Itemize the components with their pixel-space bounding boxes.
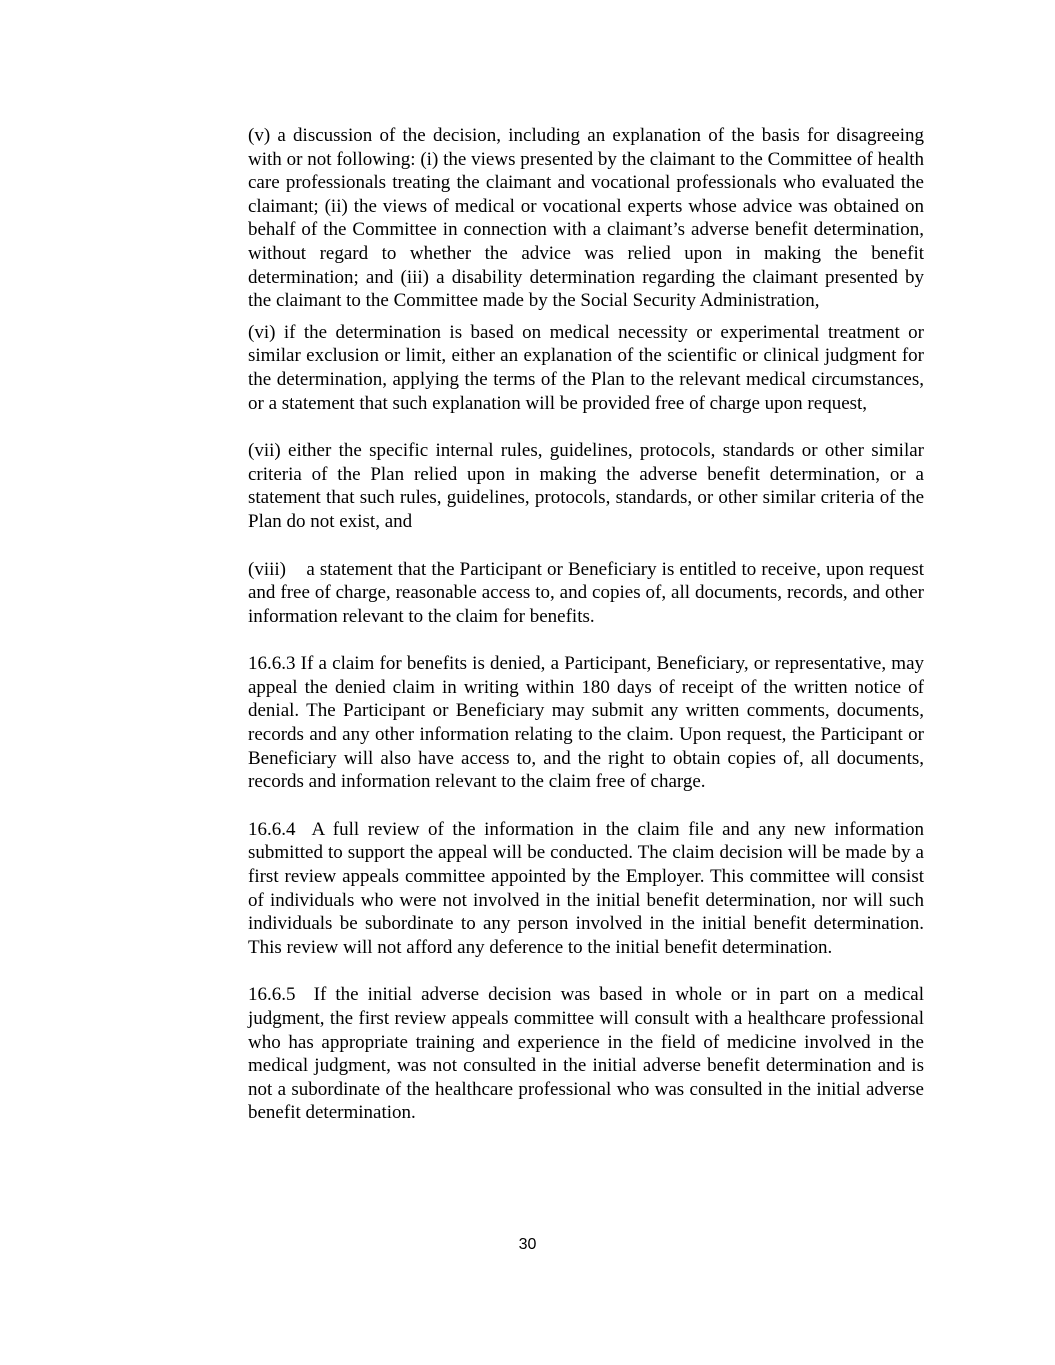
section-16-6-5: 16.6.5 If the initial adverse decision was based in whole or in part on a medical judgment, the first review appeals committee will consult with a healthcare professional who has appropriate training and experience in the field of medicine involved in the medical judgment, was not consulted in the initial adverse benefit determination and is not a subordinate of the healthcare professional who was consulted in the initial adverse benefit determination. [248, 984, 929, 1124]
paragraph-vi-determination: (vi) if the determination is based on medical necessity or experimental treatment or similar exclusion or limit, either an explanation of the scientific or clinical judgment for the determination, applying the terms of the Plan to the relevant medical circumstances, or a statement that such explanation will be provided free of charge upon request, [248, 321, 924, 414]
section-16-6-3: 16.6.3 If a claim for benefits is denied, a Participant, Beneficiary, or representative, may appeal the denied claim in writing within 180 days of receipt of the written notice of denial. The Participant or Beneficiary may submit any written comments, documents, records and any other information relating to the claim. Upon request, the Participant or Beneficiary will also have access to, and the right to obtain copies of, all documents, records and information relevant to the claim free of charge. [248, 653, 924, 793]
paragraph-gap [248, 534, 924, 558]
paragraph-gap [248, 959, 924, 983]
paragraph-gap [248, 628, 924, 652]
section-16-6-4: 16.6.4 A full review of the information in the claim file and any new information submitted to support the appeal will be conducted. The claim decision will be made by a first review appeals committee appointed by the Employer. This committee will consist of individuals who were not involved in the initial benefit determination, nor will such individuals be subordinate to any person involved in the initial benefit determination. This review will not afford any deference to the initial benefit determination. [248, 818, 929, 958]
paragraph-gap [248, 313, 924, 321]
paragraph-v-discussion: (v) a discussion of the decision, including an explanation of the basis for disagreeing with or not following: (i) the views presented by the claimant to the Committee of health care professionals treating the claimant and vocational professionals who evaluated the claimant; (ii) the views of medical or vocational experts whose advice was obtained on behalf of the Committee in connection with a claimant’s adverse benefit determination, without regard to whether the advice was relied upon in making the benefit determination; and (iii) a disability determination regarding the claimant presented by the claimant to the Committee made by the Social Security Administration, [248, 125, 924, 312]
paragraph-vii-rules: (vii) either the specific internal rules, guidelines, protocols, standards or other similar criteria of the Plan relied upon in making the adverse benefit determination, or a statement that such rules, guidelines, protocols, standards, or other similar criteria of the Plan do not exist, and [248, 440, 924, 532]
paragraph-gap [248, 794, 924, 818]
document-body [248, 124, 929, 1125]
page-number: 30 [518, 1236, 537, 1253]
paragraph-viii-statement: (viii) a statement that the Participant or Beneficiary is entitled to receive, upon request and free of charge, reasonable access to, and copies of, all documents, records, and other information relevant to the claim for benefits. [248, 558, 929, 627]
paragraph-gap [248, 415, 924, 439]
